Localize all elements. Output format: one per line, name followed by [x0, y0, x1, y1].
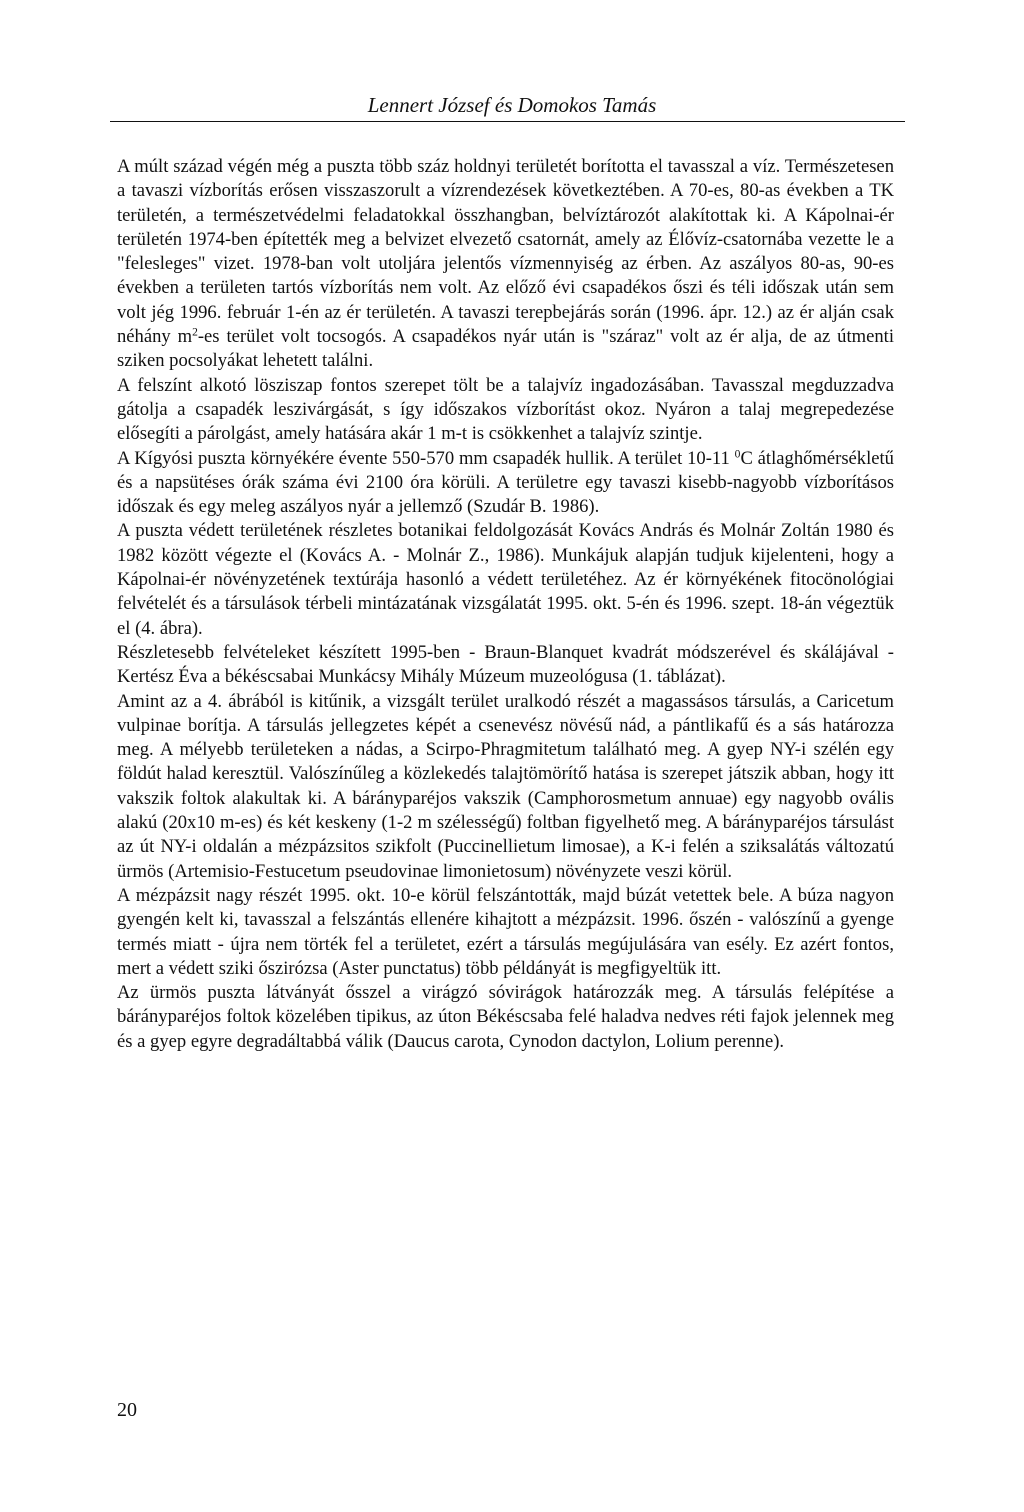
para3-text-cont: C átlaghőmérsékletű és a napsütéses órák száma évi 2100 óra körüli. A területre egy tavaszi kisebb-nagyobb vízborításos időszak és egy meleg aszályos nyár a jellemző (Szudár B. 1986). [117, 447, 894, 518]
paragraph-4 [117, 519, 894, 640]
paragraph-2 [117, 374, 894, 447]
para2-text: A felszínt alkotó lösziszap fontos szerepet tölt be a talajvíz ingadozásában. Tavasszal megduzzadva gátolja a csapadék leszivárgását, s így időszakos vízborítást okoz. Nyáron a talaj megrepedezése elősegíti a párolgást, amely hatására akár 1 m-t is csökkenhet a talajvíz szintje. [117, 374, 894, 445]
paragraph-3 [117, 447, 894, 520]
running-header: Lennert József és Domokos Tamás [367, 93, 657, 117]
paragraph-5 [117, 641, 894, 690]
paragraph-6 [117, 690, 894, 884]
para1-text-cont: -es terület volt tocsogós. A csapadékos nyár után is "száraz" volt az ér alja, de az útmenti sziken pocsolyákat lehetett találni. [117, 326, 894, 372]
para1-text: A múlt század végén még a puszta több száz holdnyi területét borította el tavasszal a víz. Természetesen a tavaszi vízborítás erősen visszaszorult a vízrendezések következtében. A 70-es, 80-as években a TK területén, a természetvédelmi feladatokkal összhangban, belvíztározót alakítottak ki. A Kápolnai-ér területén 1974-ben építették meg a belvizet elvezető csatornát, amely az Élővíz-csatornába vezette le a "felesleges" vizet. 1978-ban volt utoljára jelentős vízmennyiség az érben. Az aszályos 80-as, 90-es években a területen tartós vízborítás nem volt. Az előző évi csapadékos őszi és téli időszak után sem volt jég 1996. február 1-én az ér területén. A tavaszi terepbejárás során (1996. ápr. 12.) az ér alján csak néhány m [117, 156, 894, 348]
para3-superscript: 0 [734, 448, 741, 461]
page-number: 20 [117, 1399, 137, 1421]
para6-text: Amint az a 4. ábrából is kitűnik, a vizsgált terület uralkodó részét a magassásos társulás, a Caricetum vulpinae borítja. A társulás jellegzetes képét a csenevész növésű nád, a pántlikafű és a sás határozza meg. A mélyebb területeken a nádas, a Scirpo-Phragmitetum található meg. A gyep NY-i szélén egy földút halad keresztül. Valószínűleg a közlekedés talajtömörítő hatása is szerepet játszik abban, hogy itt vakszik foltok alakultak ki. A bárányparéjos vakszik (Camphorosmetum annuae) egy nagyobb ovális alakú (20x10 m-es) és két keskeny (1-2 m szélességű) foltban figyelhető meg. A bárányparéjos társulást az út NY-i oldalán a mézpázsitos szikfolt (Puccinellietum limosae), a K-i felén a sziksalátás változatú ürmös (Artemisio-Festucetum pseudovinae limonietosum) növényzete veszi körül. [117, 690, 894, 882]
paragraph-1 [117, 155, 894, 374]
paragraph-8 [117, 981, 894, 1054]
header-rule [110, 121, 905, 122]
para7-text: A mézpázsit nagy részét 1995. okt. 10-e körül felszántották, majd búzát vetettek bele. A búza nagyon gyengén kelt ki, tavasszal a felszántás ellenére kihajtott a mézpázsit. 1996. őszén - valószínű a gyenge termés miatt - újra nem törték fel a területet, ezért a társulás megújulására van esély. Ez azért fontos, mert a védett sziki őszirózsa (Aster punctatus) több példányát is megfigyeltük itt. [117, 884, 894, 979]
para1-superscript: 2 [192, 326, 198, 339]
body-text [117, 155, 894, 1054]
para8-text: Az ürmös puszta látványát ősszel a virágzó sóvirágok határozzák meg. A társulás felépítése a bárányparéjos foltok közelében tipikus, az úton Békéscsaba felé haladva nedves réti fajok jelennek meg és a gyep egyre degradáltabbá válik (Daucus carota, Cynodon dactylon, Lolium perenne). [117, 982, 894, 1052]
para5-text: Részletesebb felvételeket készített 1995-ben - Braun-Blanquet kvadrát módszerével és skálájával - Kertész Éva a békéscsabai Munkácsy Mihály Múzeum muzeológusa (1. táblázat). [117, 641, 894, 688]
para3-text: A Kígyósi puszta környékére évente 550-570 mm csapadék hullik. A terület 10-11 [117, 447, 735, 469]
paragraph-7 [117, 884, 894, 981]
para4-text: A puszta védett területének részletes botanikai feldolgozását Kovács András és Molnár Zoltán 1980 és 1982 között végezte el (Kovács A. - Molnár Z., 1986). Munkájuk alapján tudjuk kijelenteni, hogy a Kápolnai-ér növényzetének textúrája hasonló a védett területéhez. Az ér környékének fitocönológiai felvételét és a társulások térbeli mintázatának vizsgálatát 1995. okt. 5-én és 1996. szept. 18-án végeztük el (4. ábra). [117, 520, 894, 639]
